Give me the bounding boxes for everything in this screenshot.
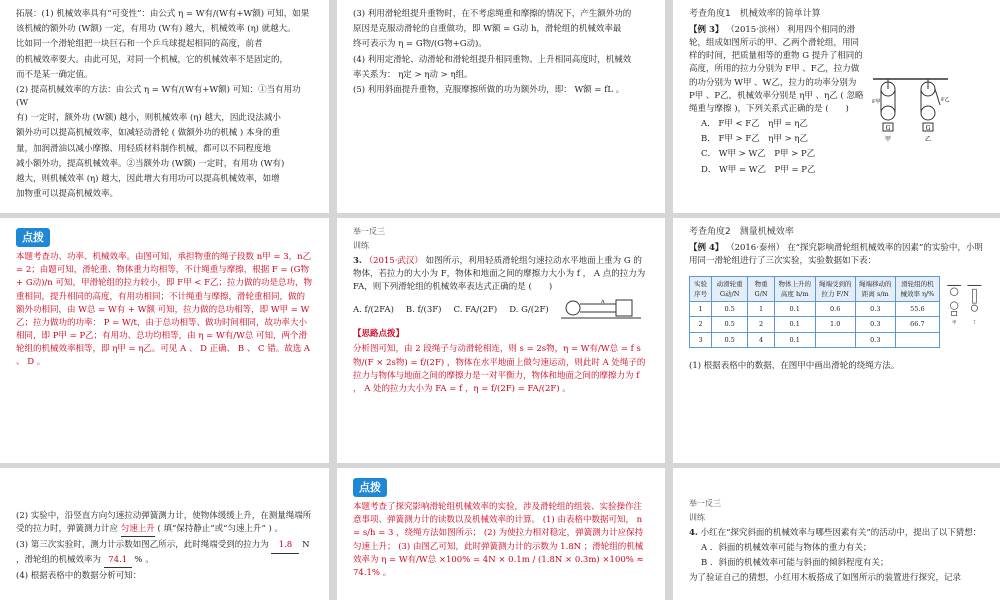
table-cell: 2 bbox=[690, 317, 712, 332]
practice-3-question: 如图所示，利用轻质滑轮组匀速拉动水平地面上重为 G 的物体，若拉力的大小为 F，物体和地面之间的摩擦力大小为 f ， A 点的拉力为 FA，则下列滑轮组的机械效率表达式正确的是 ( ) bbox=[353, 255, 646, 293]
table-header: 物重 G/N bbox=[748, 277, 775, 302]
example-3-option-d: D． W甲 = W乙 P甲 = P乙 bbox=[701, 164, 816, 175]
text-line: (3) 利用滑轮组提升重物时，在不考虑绳重和摩擦的情况下，产生额外功的 bbox=[353, 9, 632, 19]
table-cell: 3 bbox=[690, 332, 712, 347]
q3-text-mid: N ，滑轮组的机械效率为 bbox=[16, 540, 310, 565]
practice-3-option-c: C. FA/(2F) bbox=[453, 304, 498, 315]
slide-example-4-continued bbox=[0, 468, 329, 600]
table-cell: 0.3 bbox=[855, 317, 895, 332]
hint-tag: 点拨 bbox=[353, 478, 387, 497]
table-header: 滑轮组的机械效率 η/% bbox=[895, 277, 939, 302]
example-4-label: 【例 4】 bbox=[689, 242, 724, 253]
q3-answer-efficiency: 74.1 bbox=[104, 554, 132, 568]
slide-practice-3 bbox=[337, 218, 665, 463]
pulley-notes-text bbox=[353, 8, 649, 97]
slide-expansion bbox=[0, 0, 329, 213]
table-cell: 0.1 bbox=[774, 317, 815, 332]
practice-4-question: 小红在“探究斜面的机械效率与哪些因素有关”的活动中，提出了以下猜想： bbox=[700, 527, 982, 538]
table-cell: 1.0 bbox=[815, 317, 855, 332]
horizontal-pulley-figure bbox=[561, 296, 641, 324]
text-line: (5) 利用斜面提升重物，克服摩擦所做的功为额外功，即： W额 = fL 。 bbox=[353, 84, 625, 95]
expansion-text bbox=[16, 8, 313, 201]
slide-example-4 bbox=[673, 218, 1000, 463]
example-3-option-a: A． F甲 < F乙 η甲 = η乙 bbox=[701, 119, 808, 130]
practice-heading-1: 举一反三 bbox=[353, 227, 385, 236]
practice-4-tail: 为了验证自己的猜想，小红用木板搭成了如图所示的装置进行探究，记录 bbox=[689, 573, 962, 584]
text-line: 加物重可以提高机械效率。 bbox=[16, 189, 119, 200]
label-jia: 甲 bbox=[884, 136, 892, 143]
example-3-source: （2015·滨州） bbox=[726, 24, 785, 35]
experiment-table-body bbox=[690, 302, 940, 347]
q2-text-tail: ( 填“保持静止”或“匀速上升” ) 。 bbox=[157, 524, 284, 535]
table-cell: 2 bbox=[748, 317, 775, 332]
text-line: 拓展：(1) 机械效率具有“可变性”：由公式 η = W有/(W有+W额) 可知，如果 bbox=[16, 9, 310, 19]
text-line: 终可表示为 η = G物/(G物+G动)。 bbox=[353, 39, 487, 50]
example-4-sub-question-1: (1) 根据表格中的数据，在图甲中画出滑轮的绕绳方法。 bbox=[689, 360, 900, 371]
hint-tag: 点拨 bbox=[16, 228, 50, 247]
text-line: 而不是某一确定值。 bbox=[16, 69, 93, 80]
table-row bbox=[690, 302, 940, 317]
hint-text: 本题考查了探究影响滑轮组机械效率的实验，涉及滑轮组的组装、实验操作注意事项、弹簧测力计的读数以及机械效率的计算。 (1) 由表格中数据可知， n = s/h = 3 ，绕绳方法如图所示； (2) 为使拉力相对稳定，弹簧测力计应保持匀速上升； (3) 由图乙可知，此时弹簧测力计的示数为 1.8N ；滑轮组的机械效率为 η = W有/W总 ×100% = 4N × 0.1m / (1.8N × 0.3m) ×100% ≈ 74.1% 。 bbox=[353, 502, 644, 578]
label-jia: 甲 bbox=[952, 319, 957, 325]
practice-3-number: 3. bbox=[353, 255, 362, 266]
practice-3-option-b: B. f/(3F) bbox=[405, 304, 442, 315]
example-3-question: 利用四个相同的滑轮，组成如图所示的甲、乙两个滑轮组，用同样的时间，把质量相等的重物 G 提升了相同的高度，所用的拉力分别为 F甲 、F乙，拉力做的功分别为 W甲 、W乙，拉力的功率分别为 P甲 、P乙，机械效率分别是 η甲 、η乙 ( 忽略绳重与摩擦 )，下列关系式正确的是 ( ) bbox=[689, 24, 864, 114]
practice-3-hint-text: 分析图可知，由 2 段绳子与动滑轮相连，则 s = 2s物，η = W有/W总 = f s物/(F × 2s物) = f/(2F) ，物体在水平地面上做匀速运动，则此时 A 处绳子的拉力与物体与地面之间的摩擦力是一对平衡力，物体和地面之间的摩擦力为 f ， A 处的拉力大小为 FA = f ，η = f/(2F) = FA/(2F) 。 bbox=[353, 344, 646, 394]
table-cell: 4 bbox=[748, 332, 775, 347]
table-header: 绳端移动的距离 s/m bbox=[855, 277, 895, 302]
example-4-question: 在“探究影响滑轮组机械效率的因素”的实验中，小明用同一滑轮组进行了三次实验，实验数据如下表： bbox=[689, 242, 983, 267]
table-row bbox=[690, 317, 940, 332]
table-cell: 0.5 bbox=[712, 332, 748, 347]
slide-practice-4 bbox=[673, 468, 1000, 600]
pulley-systems-figure bbox=[868, 75, 958, 145]
slide-hint-example-3 bbox=[0, 218, 329, 463]
text-line: 额外功可以提高机械效率，如减轻动滑轮 ( 做额外功的机械 ) 本身的重 bbox=[16, 128, 280, 139]
practice-4-option-a: A ．斜面的机械效率可能与物体的重力有关； bbox=[701, 542, 872, 553]
text-line: 量，加润滑油以减小摩擦、用轻质材料制作机械，都可以不同程度地 bbox=[16, 143, 272, 154]
pulley-figure-jia-ding bbox=[946, 270, 984, 340]
movable-pulley-jia bbox=[881, 106, 895, 120]
text-line: (2) 提高机械效率的方法：由公式 η = W有/(W有+W额) 可知：①当有用功 (W bbox=[16, 84, 301, 109]
table-cell: 1 bbox=[748, 302, 775, 317]
practice-3-source: （2015·武汉） bbox=[364, 255, 423, 266]
text-line: 该机械的额外功 (W额) 一定，有用功 (W有) 越大，机械效率 (η) 就越大。 bbox=[16, 24, 296, 35]
label-ding: 丁 bbox=[972, 319, 977, 325]
practice-4-option-b: B ．斜面的机械效率可能与斜面的倾斜程度有关； bbox=[701, 558, 889, 569]
table-cell bbox=[815, 332, 855, 347]
text-line: 有) 一定时，额外功 (W额) 越小，则机械效率 (η) 越大，因此设法减小 bbox=[16, 113, 281, 124]
text-line: 比如同一个滑轮组把一块巨石和一个乒乓球提起相同的高度，前者 bbox=[16, 39, 263, 50]
hint-text: 本题考查功、功率、机械效率。由图可知，承担物重的绳子段数 n甲 = 3，n乙 = 2；由题可知，滑轮重、物体重力均相等，不计绳重与摩擦，根据 F = (G物 + G动)/n 可知，甲滑轮组的拉力较小，即 F甲 < F乙；拉力做的功是总功，物重相同，提升相同的高度，有用功相同；不计绳重与摩擦，滑轮重相同，做的额外功相同，由 W总 = W有 + W额 可知，拉力做的总功相等，即 W甲 = W乙；拉力做功的功率： P = W/t，由于总功相等、做功时间相同，故功率大小相同，即 P甲 = P乙；有用功、总功均相等，由 η = W有/W总 可知，两个滑轮组的机械效率相等，即 η甲 = η乙。可见 A 、 D 正确、 B 、 C 错。故选 A 、 D 。 bbox=[16, 252, 312, 368]
text-line: 减小额外功，提高机械效率。②当额外功 (W额) 一定时，有用功 (W有) bbox=[16, 158, 285, 169]
q2-text: (2) 实验中，沿竖直方向匀速拉动弹簧测力计，使物体缓缓上升，在测量绳端所受的拉力时，弹簧测力计应 bbox=[16, 511, 312, 535]
practice-heading-2: 训练 bbox=[689, 513, 705, 523]
text-line: (4) 利用定滑轮、动滑轮和滑轮组提升相同重物、上升相同高度时，机械效 bbox=[353, 54, 632, 65]
weight-g-jia: G bbox=[885, 125, 891, 132]
experiment-table bbox=[689, 276, 940, 347]
text-line: 原因是克服动滑轮的自重做功，即 W额 = G动 h，滑轮组的机械效率最 bbox=[353, 24, 622, 35]
table-cell: 66.7 bbox=[895, 317, 939, 332]
text-line: 率关系为： η定 > η动 > η组。 bbox=[353, 69, 473, 80]
table-cell: 0.1 bbox=[774, 332, 815, 347]
table-header: 物体上升的高度 h/m bbox=[774, 277, 815, 302]
table-cell: 0.3 bbox=[855, 332, 895, 347]
label-f-jia: F甲 bbox=[872, 99, 881, 105]
q2-answer: 匀速上升 bbox=[121, 523, 155, 537]
weight-g-yi: G bbox=[925, 125, 931, 132]
practice-3-option-a: A. f/(2FA) bbox=[353, 304, 394, 315]
table-cell bbox=[895, 332, 939, 347]
example-4-source: （2016·泰州） bbox=[726, 242, 785, 253]
table-cell: 0.5 bbox=[712, 317, 748, 332]
example-3-option-c: C． W甲 > W乙 P甲 > P乙 bbox=[701, 149, 816, 160]
text-line: 的机械效率要大。由此可见，对同一个机械，它的机械效率不是固定的， bbox=[16, 54, 289, 65]
angle-2-heading: 考查角度2 测量机械效率 bbox=[689, 227, 794, 237]
slide-hint-example-4 bbox=[337, 468, 665, 600]
table-cell: 1 bbox=[690, 302, 712, 317]
practice-heading-1: 举一反三 bbox=[689, 499, 721, 508]
slide-pulley-notes bbox=[337, 0, 665, 213]
label-yi: 乙 bbox=[924, 136, 932, 143]
q4-text: (4) 根据表格中的数据分析可知： bbox=[16, 570, 142, 581]
table-header: 绳端受到的拉力 F/N bbox=[815, 277, 855, 302]
label-f-yi: F乙 bbox=[941, 97, 950, 103]
angle-1-heading: 考查角度1 机械效率的简单计算 bbox=[689, 9, 821, 19]
example-3-option-b: B． F甲 > F乙 η甲 > η乙 bbox=[701, 134, 808, 145]
practice-4-number: 4. bbox=[689, 527, 698, 538]
q3-answer-force: 1.8 bbox=[271, 539, 299, 553]
practice-3-option-d: D. G/(2F) bbox=[509, 304, 549, 315]
table-header: 动滑轮重 G动/N bbox=[712, 277, 748, 302]
q3-text: (3) 第三次实验时，测力计示数如图乙所示，此时绳端受到的拉力为 bbox=[16, 540, 269, 551]
table-cell: 0.3 bbox=[855, 302, 895, 317]
text-line: 越大，则机械效率 (η) 越大，因此增大有用功可以提高机械效率，如增 bbox=[16, 173, 280, 184]
table-cell: 0.1 bbox=[774, 302, 815, 317]
practice-heading-2: 训练 bbox=[353, 241, 369, 251]
table-cell: 0.6 bbox=[815, 302, 855, 317]
example-3-label: 【例 3】 bbox=[689, 24, 724, 35]
q3-text-tail: % 。 bbox=[134, 554, 154, 565]
table-cell: 55.6 bbox=[895, 302, 939, 317]
slide-example-3 bbox=[673, 0, 1000, 213]
movable-pulley-yi bbox=[921, 106, 935, 120]
practice-3-hint-label: 【思路点拨】 bbox=[353, 329, 405, 340]
table-cell: 0.5 bbox=[712, 302, 748, 317]
table-row bbox=[690, 332, 940, 347]
table-header: 实验序号 bbox=[690, 277, 712, 302]
point-a-label: A bbox=[600, 299, 605, 306]
